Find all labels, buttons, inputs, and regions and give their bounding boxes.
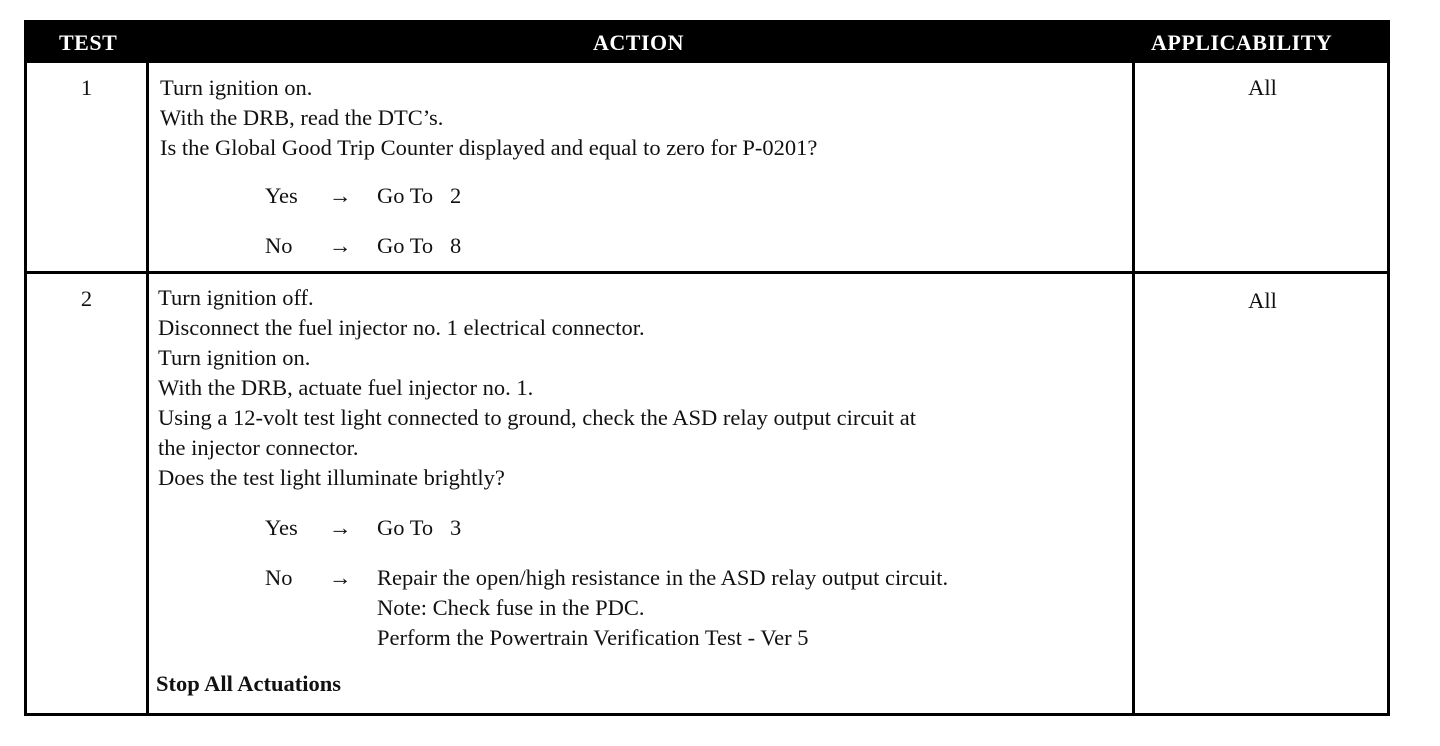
action-line: Is the Global Good Trip Counter displayed and equal to zero for P-0201? [160,135,818,160]
diagnostic-test-table [24,20,1390,716]
yes-result: Go To 2 [377,183,462,208]
yes-label: Yes [265,183,298,208]
action-line: Turn ignition on. [160,75,313,100]
no-label: No [265,233,293,258]
action-line: the injector connector. [158,435,359,460]
yes-label: Yes [265,515,298,540]
arrow-icon: → [329,183,352,208]
arrow-icon: → [329,233,352,258]
arrow-icon: → [329,565,352,590]
action-line: With the DRB, read the DTC’s. [160,105,444,130]
applicability-value: All [1248,75,1277,100]
no-result-line: Repair the open/high resistance in the ASD relay output circuit. [377,565,949,590]
action-line: Disconnect the fuel injector no. 1 electrical connector. [158,315,645,340]
yes-result: Go To 3 [377,515,462,540]
stop-all-actuations: Stop All Actuations [156,671,342,696]
action-line: Using a 12-volt test light connected to ground, check the ASD relay output circuit at [158,405,916,430]
test-number: 2 [80,286,93,311]
no-label: No [265,565,293,590]
table-header [27,23,1387,63]
header-applicability: APPLICABILITY [1151,30,1333,55]
action-line: Turn ignition off. [158,285,314,310]
no-result: Go To 8 [377,233,462,258]
test-number: 1 [80,75,93,100]
row-divider [27,271,1387,274]
column-divider [1132,63,1135,713]
action-line: Turn ignition on. [158,345,311,370]
applicability-value: All [1248,288,1277,313]
no-result-line: Perform the Powertrain Verification Test - Ver 5 [377,625,809,650]
header-action: ACTION [593,30,685,55]
action-line: With the DRB, actuate fuel injector no. 1. [158,375,534,400]
no-result-line: Note: Check fuse in the PDC. [377,595,645,620]
arrow-icon: → [329,515,352,540]
header-test: TEST [59,30,118,55]
column-divider [146,63,149,713]
action-line: Does the test light illuminate brightly? [158,465,505,490]
